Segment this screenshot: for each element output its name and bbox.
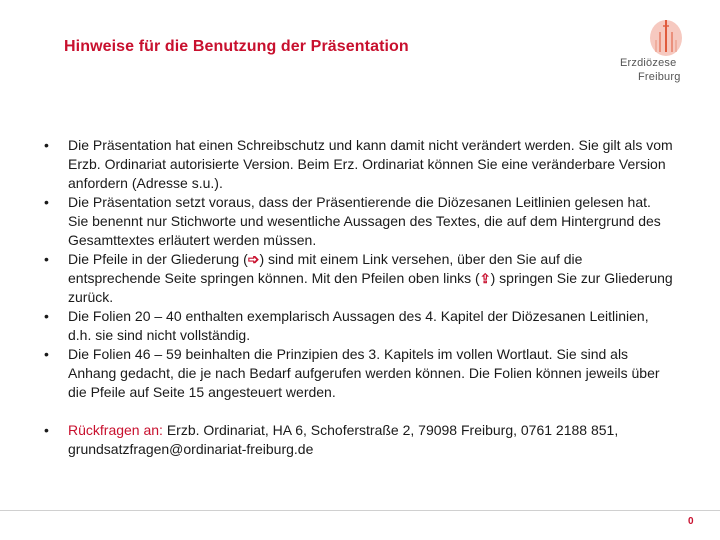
slide-title: Hinweise für die Benutzung der Präsentation [64, 38, 409, 55]
notes-list [44, 136, 674, 459]
list-item-text: Die Präsentation setzt voraus, dass der Präsentierende die Diözesanen Leitlinien gelesen hat. Sie benennt nur Stichworte und wesentliche Aussagen des Textes, die auf dem Hintergrund des Gesamttextes erläutert werden müssen. [68, 194, 661, 248]
list-item-text: Die Pfeile in der Gliederung ( [68, 251, 248, 267]
list-item [44, 193, 674, 250]
list-item [44, 136, 674, 193]
logo-text-line2: Freiburg [638, 71, 681, 83]
list-item [44, 345, 674, 402]
list-item-text: ) sind mit einem Link versehen, über den Sie auf die entsprechende Seite springen können. Mit den Pfeilen oben links ( [68, 251, 583, 286]
logo-text-line1: Erzdiözese [620, 57, 677, 69]
cathedral-logo-icon [648, 14, 684, 58]
list-item [44, 307, 674, 345]
arrow-right-icon: ➩ [247, 251, 260, 267]
contact-item [44, 421, 674, 459]
list-item-text: Die Folien 46 – 59 beinhalten die Prinzipien des 3. Kapitels im vollen Wortlaut. Sie sind als Anhang gedacht, die je nach Bedarf aufgerufen werden können. Die Folien können jeweils über die Pfeile auf Seite 15 angesteuert werden. [68, 346, 660, 400]
list-item-text: ) springen Sie zur Gliederung zurück. [68, 270, 673, 305]
footer-divider [0, 510, 720, 511]
diocese-logo [616, 14, 686, 86]
page-number: 0 [688, 516, 694, 527]
home-arrow-icon: ⇪ [479, 271, 491, 286]
list-item-text: Die Folien 20 – 40 enthalten exemplarisch Aussagen des 4. Kapitel der Diözesanen Leitlinien, d.h. sie sind nicht vollständig. [68, 308, 649, 343]
contact-label: Rückfragen an: [68, 422, 163, 438]
contact-text: Erzb. Ordinariat, HA 6, Schoferstraße 2, 79098 Freiburg, 0761 2188 851, grundsatzfragen@ordinariat-freiburg.de [68, 422, 619, 457]
list-item-text: Die Präsentation hat einen Schreibschutz und kann damit nicht verändert werden. Sie gilt als vom Erzb. Ordinariat autorisierte Version. Beim Erz. Ordinariat können Sie eine veränderbare Version anfordern (Adresse s.u.). [68, 137, 673, 191]
list-item [44, 250, 674, 307]
